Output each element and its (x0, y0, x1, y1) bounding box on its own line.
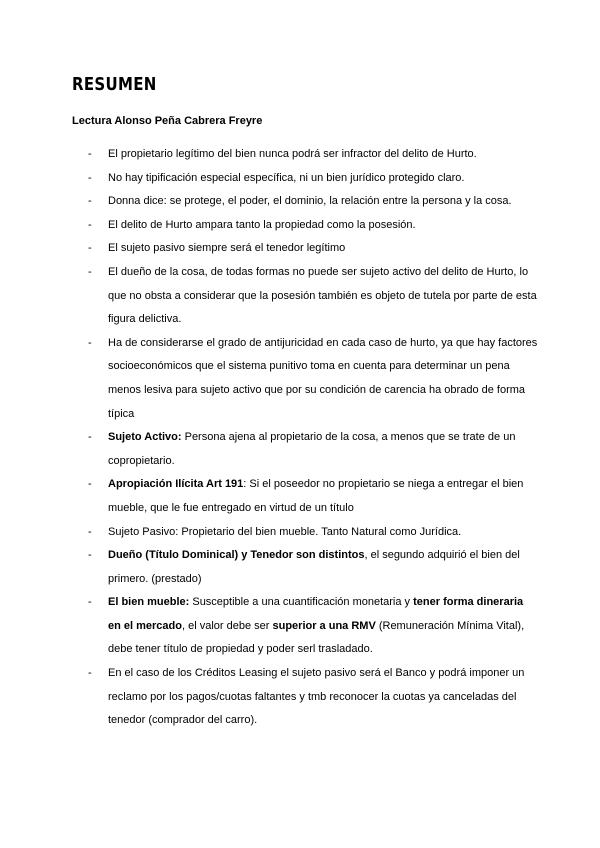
item-text: Sujeto Pasivo: Propietario del bien mueble. Tanto Natural como Jurídica. (108, 525, 462, 538)
item-bold-term: tener forma dineraria en el mercado (108, 596, 524, 632)
list-item (88, 426, 538, 473)
item-bold-term: Dueño (Título Dominical) y Tenedor son distintos (108, 549, 365, 562)
list-item (88, 332, 538, 426)
item-text: El delito de Hurto ampara tanto la propiedad como la posesión. (108, 218, 416, 231)
item-text: : Si el poseedor no propietario se niega a entregar el bien mueble, que le fue entregado en virtud de un título (108, 478, 524, 514)
bullet-dash: - (88, 549, 92, 562)
item-text: Ha de considerarse el grado de antijuricidad en cada caso de hurto, ya que hay factores socioeconómicos que el sistema punitivo toma en cuenta para determinar un pena menos lesiva para sujeto activo que por su condición de carencia ha obrado de forma típica (108, 336, 538, 420)
bullet-dash: - (88, 195, 92, 208)
item-text: El sujeto pasivo siempre será el tenedor legítimo (108, 242, 346, 255)
list-item (88, 214, 538, 238)
item-text: El dueño de la cosa, de todas formas no puede ser sujeto activo del delito de Hurto, lo que no obsta a considerar que la posesión también es objeto de tutela por parte de esta figura delictiva. (108, 265, 537, 326)
item-text: , el segundo adquirió el bien del primero. (prestado) (108, 549, 520, 585)
bullet-dash: - (88, 148, 92, 160)
bullet-dash: - (88, 265, 92, 278)
item-text: Persona ajena al propietario de la cosa, a menos que se trate de un copropietario. (108, 431, 516, 467)
list-item (88, 591, 538, 662)
item-bold-term: superior a una RMV (272, 619, 376, 632)
list-item (88, 237, 538, 261)
summary-list (88, 143, 538, 733)
reading-subtitle: Lectura Alonso Peña Cabrera Freyre (72, 115, 263, 127)
item-bold-term: Sujeto Activo: (108, 431, 182, 444)
item-text: (Remuneración Mínima Vital), debe tener título de propiedad y poder serl trasladado. (108, 619, 525, 656)
bullet-dash: - (88, 218, 92, 231)
bullet-dash: - (88, 596, 92, 609)
item-text: No hay tipificación especial específica, ni un bien jurídico protegido claro. (108, 171, 465, 184)
bullet-dash: - (88, 525, 92, 538)
item-text: , el valor debe ser (181, 619, 273, 632)
bullet-dash: - (88, 336, 92, 349)
bullet-dash: - (88, 431, 92, 444)
list-item (88, 190, 538, 214)
bullet-dash: - (88, 242, 92, 255)
list-item (88, 544, 538, 591)
list-item (88, 662, 538, 733)
bullet-dash: - (88, 171, 92, 184)
list-item (88, 261, 538, 332)
list-item (88, 167, 538, 191)
item-text: En el caso de los Créditos Leasing el sujeto pasivo será el Banco y podrá imponer un reclamo por los pagos/cuotas faltantes y tmb reconocer la cuotas ya canceladas del tenedor (comprador del carro). (108, 667, 525, 727)
list-item (88, 521, 538, 545)
list-item (88, 473, 538, 520)
item-text: Donna dice: se protege, el poder, el dominio, la relación entre la persona y la cosa. (108, 195, 512, 208)
item-text: El propietario legítimo del bien nunca podrá ser infractor del delito de Hurto. (108, 148, 477, 160)
item-bold-term: El bien mueble: (108, 596, 190, 609)
list-item (88, 143, 538, 167)
page-title: RESUMEN (72, 73, 157, 95)
bullet-dash: - (88, 478, 92, 491)
bullet-dash: - (88, 667, 92, 680)
item-text: Susceptible a una cuantificación monetaria y (189, 596, 414, 609)
item-bold-term: Apropiación Ilícita Art 191 (108, 478, 244, 491)
